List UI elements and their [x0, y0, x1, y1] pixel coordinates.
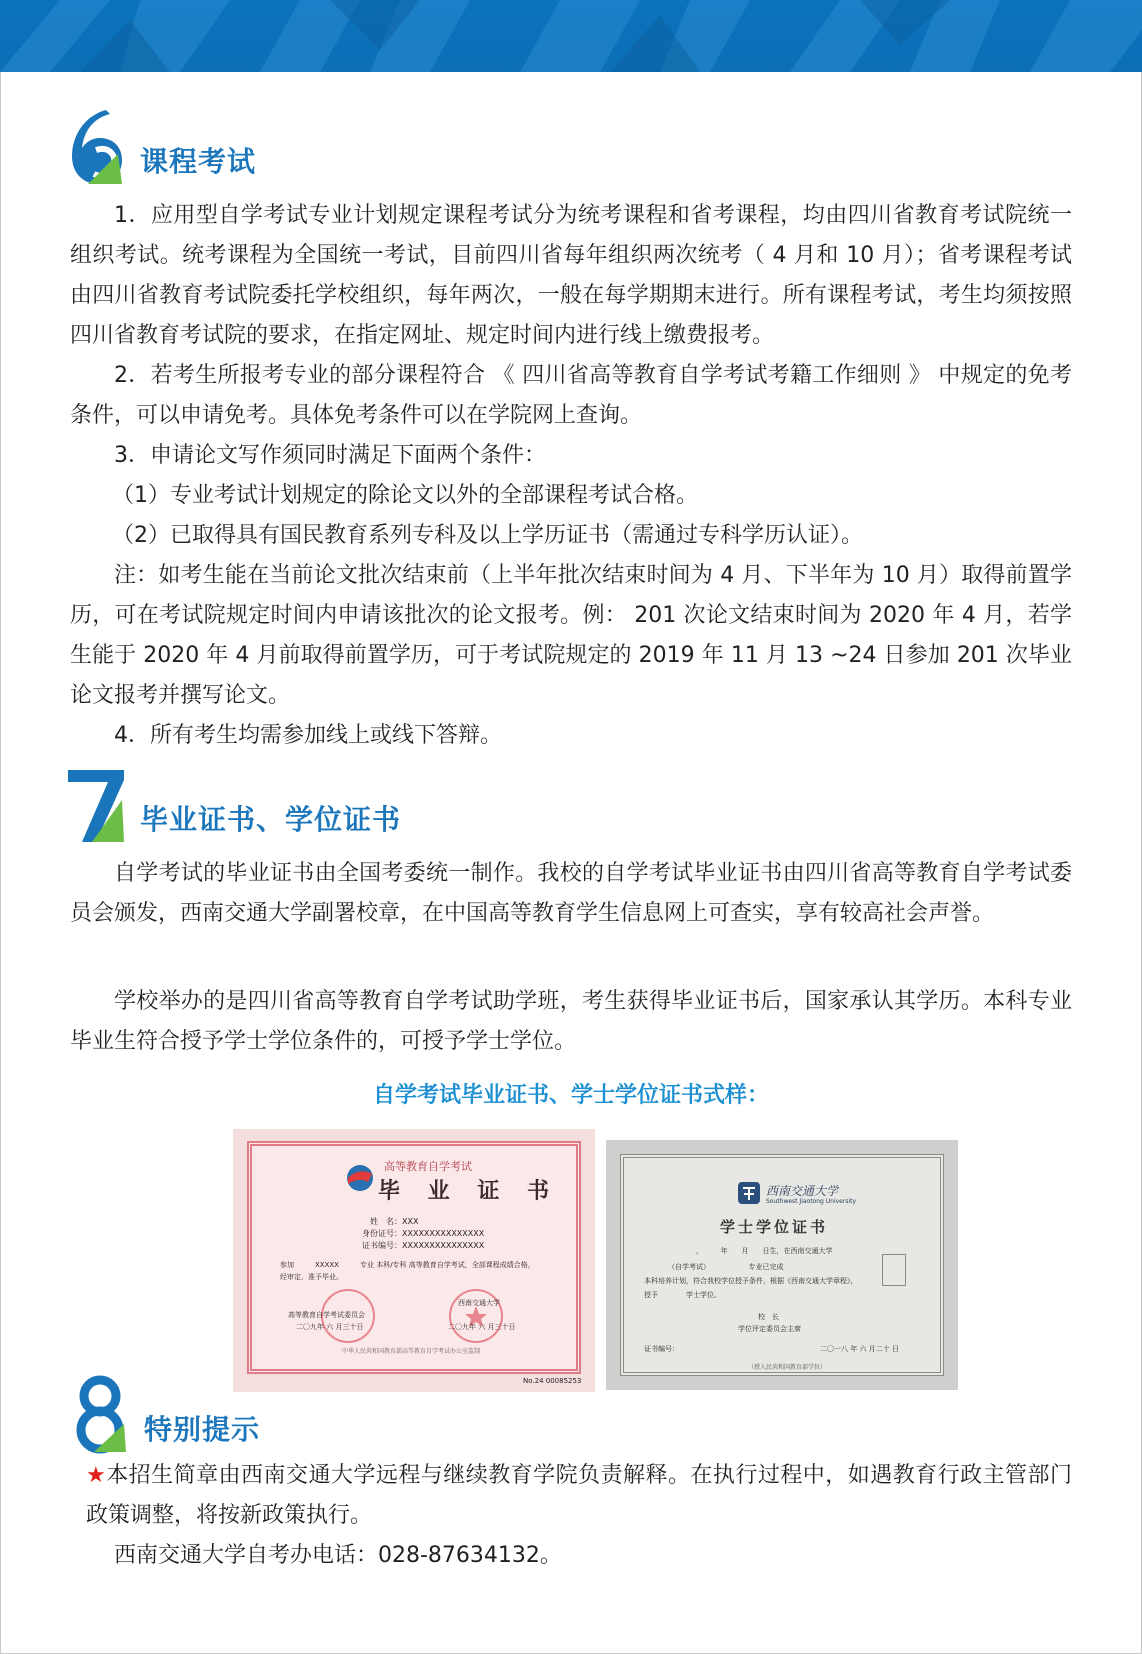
s7-para-1: 自学考试的毕业证书由全国考委统一制作。我校的自学考试毕业证书由四川省高等教育自学考试委员会颁发，西南交通大学副署校章，在中国高等教育学生信息网上可查实，享有较高社会声誉。 — [70, 861, 1072, 926]
s6-note: 注：如考生能在当前论文批次结束前（上半年批次结束时间为 4 月、下半年为 10 月）取得前置学历，可在考试院规定时间内申请该批次的论文报考。例： 201 次论文结束时间为 2020 年 4 月，若学生能于 2020 年 4 月前取得前置学历，可于考试院规定的 2019 年 11 月 13 ~24 日参加 201 次毕业论文报考并撰写论文。 — [70, 563, 1072, 708]
section-6-title: 课程考试 — [140, 145, 257, 178]
s8-para-1-text: 本招生简章由西南交通大学远程与继续教育学院负责解释。在执行过程中，如遇教育行政主管部门政策调整，将按新政策执行。 — [86, 1463, 1072, 1528]
diploma-date-left: 二〇九年 六 月三十日 — [296, 1323, 364, 1331]
section-6-header — [66, 106, 256, 186]
s6-item-2: 2．若考生所报考专业的部分课程符合 《 四川省高等教育自学考试考籍工作细则 》 中规定的免考条件，可以申请免考。具体免考条件可以在学院网上查询。 — [70, 363, 1072, 428]
s6-item-3a: （1）专业考试计划规定的除论文以外的全部课程考试合格。 — [112, 483, 698, 508]
diploma-body-2: 经审定，准予毕业。 — [280, 1273, 343, 1281]
s8-para-1 — [86, 1456, 1072, 1536]
degree-line-1: ， 年 月 日生，在西南交通大学 — [696, 1247, 833, 1255]
s6-item-3: 3．申请论文写作须同时满足下面两个条件： — [114, 443, 546, 468]
degree-date: 二〇一八 年 六 月二十 日 — [820, 1345, 899, 1353]
degree-sign-1: 校 长 — [758, 1313, 779, 1321]
diploma-id: 身份证号：XXXXXXXXXXXXXXX — [362, 1229, 485, 1238]
s8-phone: 西南交通大学自考办电话：028-87634132。 — [114, 1543, 562, 1568]
section-8-number-icon — [70, 1374, 134, 1454]
diploma-title: 毕 业 证 书 — [378, 1179, 559, 1204]
diploma-issuer-left: 高等教育自学考试委员会 — [288, 1311, 365, 1319]
degree-university-en: Southwest Jiaotong University — [766, 1198, 857, 1205]
section-8-title: 特别提示 — [144, 1413, 261, 1446]
diploma-cert-no: 证书编号：XXXXXXXXXXXXXXX — [362, 1241, 485, 1250]
top-banner — [0, 0, 1142, 72]
section-7-header — [66, 764, 401, 844]
degree-line-2: （自学考试） 专业已完成 — [668, 1263, 784, 1271]
s6-item-1: 1．应用型自学考试专业计划规定课程考试分为统考课程和省考课程，均由四川省教育考试院统一组织考试。统考课程为全国统一考试，目前四川省每年组织两次统考（ 4 月和 10 月）；省考课程考试由四川省教育考试院委托学校组织，每年两次，一般在每学期期末进行。所有课程考试，考生均须按照四川省教育考试院的要求，在指定网址、规定时间内进行线上缴费报考。 — [70, 203, 1072, 348]
s7-para-2: 学校举办的是四川省高等教育自学考试助学班，考生获得毕业证书后，国家承认其学历。本科专业毕业生符合授予学士学位条件的，可授予学士学位。 — [70, 989, 1072, 1054]
red-star-icon: ★ — [86, 1463, 107, 1488]
section-7-number-icon — [66, 764, 130, 844]
diploma-issuer-right: 西南交通大学 — [458, 1299, 500, 1307]
s6-item-4: 4．所有考生均需参加线上或线下答辩。 — [114, 723, 502, 748]
section-8-header — [70, 1374, 260, 1454]
diploma-footer: 中华人民共和国教育部高等教育自学考试办公室监制 — [342, 1348, 481, 1355]
diploma-name: 姓 名：XXX — [370, 1217, 419, 1226]
degree-footer: （授人民共和国教育部学位） — [748, 1364, 827, 1371]
degree-cert-no: 证书编号： — [644, 1345, 679, 1353]
diploma-date-right: 二〇九年 六 月三十日 — [448, 1323, 516, 1331]
university-emblem-icon — [736, 1180, 762, 1206]
degree-sign-2: 学位评定委员会主席 — [738, 1325, 801, 1333]
diploma-header: 高等教育自学考试 — [384, 1160, 472, 1173]
exam-logo-icon — [340, 1160, 380, 1196]
section-7-title: 毕业证书、学位证书 — [140, 803, 402, 836]
diploma-body-1: 参加 XXXXX 专业 本科/专科 高等教育自学考试，全部课程成绩合格， — [280, 1261, 535, 1269]
banner-pattern — [0, 0, 1142, 72]
degree-university: 西南交通大学 — [766, 1184, 839, 1198]
degree-certificate-image — [606, 1140, 958, 1390]
degree-line-4: 授予 学士学位。 — [644, 1291, 721, 1299]
certificate-caption: 自学考试毕业证书、学士学位证书式样： — [372, 1083, 769, 1108]
section-6-number-icon — [66, 106, 130, 186]
diploma-certificate-image — [233, 1129, 595, 1392]
degree-photo-box — [882, 1254, 906, 1286]
degree-line-3: 本科培养计划，符合我校学位授予条件，根据《西南交通大学章程》， — [644, 1277, 858, 1285]
s6-item-3b: （2）已取得具有国民教育系列专科及以上学历证书（需通过专科学历认证）。 — [112, 523, 863, 548]
degree-title: 学士学位证书 — [720, 1218, 829, 1236]
diploma-serial: No.24 00085253 — [523, 1377, 582, 1385]
